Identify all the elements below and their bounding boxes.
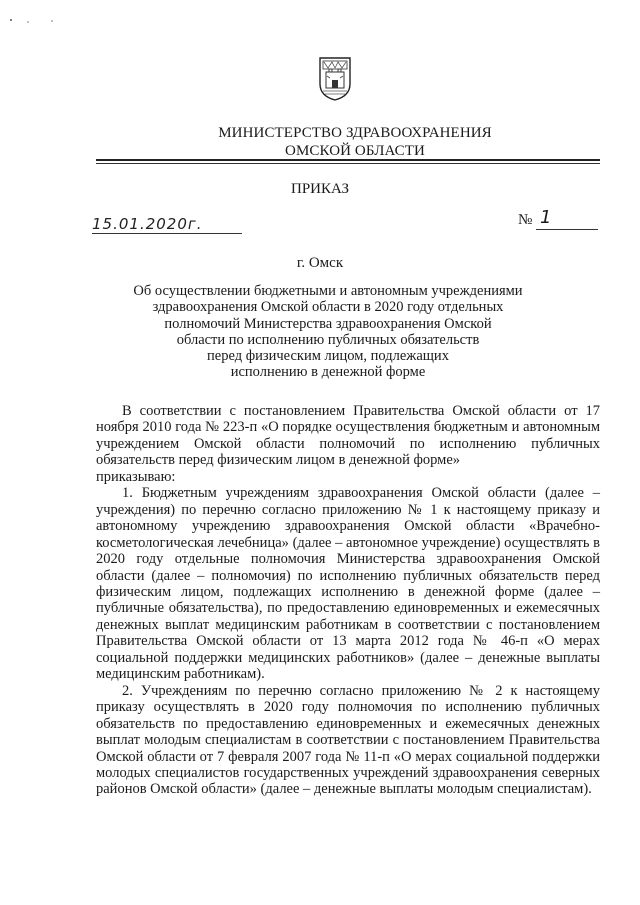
command-word: приказываю: [96,468,176,485]
city-line: г. Омск [296,255,344,271]
subject-line: исполнению в денежной форме [230,364,426,381]
order-body [96,403,600,798]
order-number-handwritten: 1 [536,207,598,230]
scan-specks [8,12,58,30]
ministry-line-2: ОМСКОЙ ОБЛАСТИ [285,143,425,159]
item-1-paragraph: 1. Бюджетным учреждениям здравоохранения Омской области (далее – учреждения) по перечню согласно приложению № 1 к настоящему приказу и автономному учреждению здравоохранения Омской области «Врачебно-косметологическая лечебница» (далее – автономное учреждение) осуществлять в 2020 году отдельные полномочия Министерства здравоохранения Омской области (далее – полномочия) по исполнению публичных обязательств перед физическим лицом, подлежащих исполнению в денежной форме (далее – публичные обязательства), по предоставлению единовременных и ежемесячных денежных выплат медицинским работникам в соответствии с постановлением Правительства Омской области от 13 марта 2012 года № 46-п «О мерах социальной поддержки медицинских работников» (далее – денежные выплаты медицинским работникам). [96,485,600,683]
header-rule-thick [96,159,600,161]
preamble-paragraph: В соответствии с постановлением Правительства Омской области от 17 ноября 2010 года № 223-п «О порядке осуществления бюджетным и автономным учреждением Омской области полномочий по исполнению публичных обязательств перед физическим лицом в денежной форме» [96,403,600,469]
subject-line: перед физическим лицом, подлежащих [207,348,449,365]
order-number-label: № [518,212,533,228]
coat-of-arms-emblem [318,56,352,102]
ministry-line-1: МИНИСТЕРСТВО ЗДРАВООХРАНЕНИЯ [218,125,492,141]
order-title: ПРИКАЗ [291,181,349,197]
item-2-paragraph: 2. Учреждениям по перечню согласно приложению № 2 к настоящему приказу осуществлять в 2020 году полномочия по исполнению публичных обязательств по предоставлению единовременных и ежемесячных денежных выплат молодым специалистам в соответствии с постановлением Правительства Омской области от 7 февраля 2007 года № 11-п «О мерах социальной поддержки молодых специалистов государственных учреждений здравоохранения северных районов Омской области» (далее – денежные выплаты молодым специалистам). [96,682,600,798]
subject-line: полномочий Министерства здравоохранения Омской [164,315,492,332]
subject-line: области по исполнению публичных обязательств [176,331,480,348]
subject-line: здравоохранения Омской области в 2020 году отдельных [152,299,504,316]
subject-line: Об осуществлении бюджетными и автономным учреждениями [133,283,523,299]
order-date-handwritten: 15.01.2020г. [92,215,242,234]
ministry-name [190,124,520,160]
header-rule-thin [96,163,600,164]
order-subject [128,283,528,381]
